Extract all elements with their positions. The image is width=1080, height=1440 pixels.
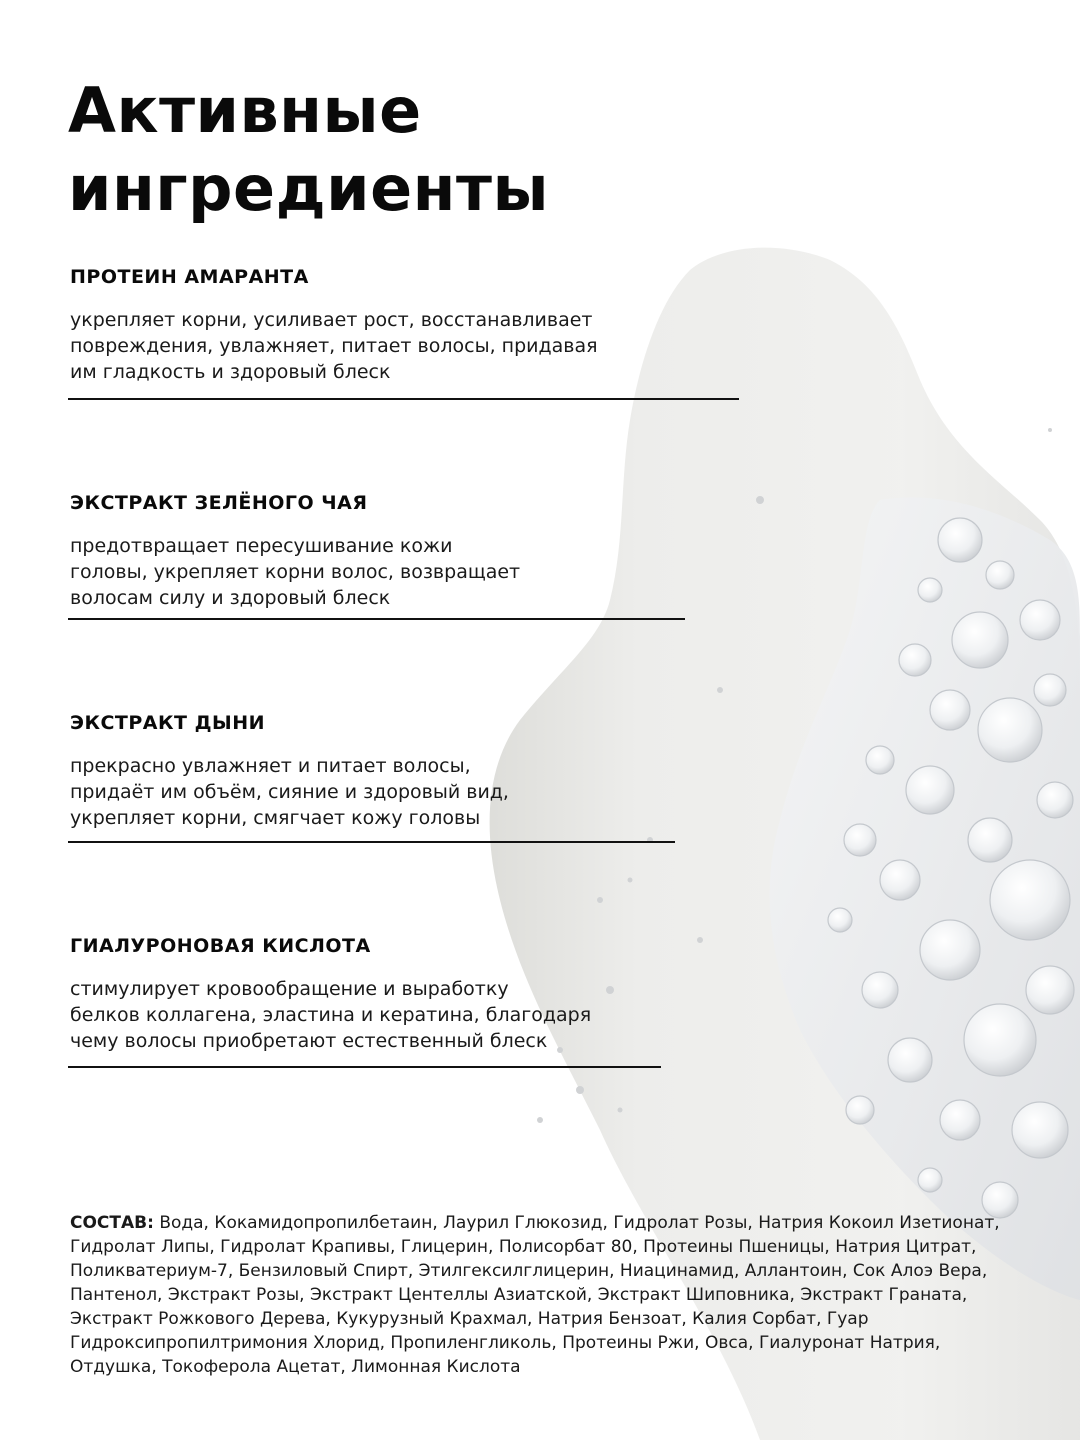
- page-title-line1: Активные: [68, 74, 422, 147]
- ingredient-amaranth: [70, 265, 598, 385]
- ingredient-hyaluronic-acid: [70, 934, 591, 1054]
- composition-list: Вода, Кокамидопропилбетаин, Лаурил Глюкозид, Гидролат Розы, Натрия Кокоил Изетионат, Гидролат Липы, Гидролат Крапивы, Глицерин, Полисорбат 80, Протеины Пшеницы, Натрия Цитрат, Поликватериум-7, Бензиловый Спирт, Этилгексилглицерин, Ниацинамид, Аллантоин, Сок Алоэ Вера, Пантенол, Экстракт Розы, Экстракт Центеллы Азиатской, Экстракт Шиповника, Экстракт Граната, Экстракт Рожкового Дерева, Кукурузный Крахмал, Натрия Бензоат, Калия Сорбат, Гуар Гидроксипропилтримония Хлорид, Пропиленгликоль, Протеины Ржи, Овса, Гиалуронат Натрия, Отдушка, Токоферола Ацетат, Лимонная Кислота: [70, 1213, 1000, 1377]
- divider: [68, 618, 685, 620]
- composition-text: [70, 1211, 1030, 1379]
- ingredient-description: стимулирует кровообращение и выработку белков коллагена, эластина и кератина, благодаря чему волосы приобретают естественный блеск: [70, 978, 592, 1052]
- ingredient-title: ЭКСТРАКТ ДЫНИ: [70, 712, 266, 734]
- ingredient-description: прекрасно увлажняет и питает волосы, придаёт им объём, сияние и здоровый вид, укрепляет корни, смягчает кожу головы: [70, 755, 509, 829]
- ingredient-description: предотвращает пересушивание кожи головы, укрепляет корни волос, возвращает волосам силу и здоровый блеск: [70, 535, 521, 609]
- ingredient-green-tea: [70, 491, 520, 611]
- ingredient-title: ПРОТЕИН АМАРАНТА: [70, 266, 309, 288]
- divider: [68, 841, 675, 843]
- ingredient-title: ЭКСТРАКТ ЗЕЛЁНОГО ЧАЯ: [70, 492, 368, 514]
- divider: [68, 1066, 661, 1068]
- ingredient-melon: [70, 711, 509, 831]
- ingredient-description: укрепляет корни, усиливает рост, восстанавливает повреждения, увлажняет, питает волосы, придавая им гладкость и здоровый блеск: [70, 309, 598, 383]
- ingredient-title: ГИАЛУРОНОВАЯ КИСЛОТА: [70, 935, 371, 957]
- page-title: [68, 72, 549, 228]
- composition-label: СОСТАВ:: [70, 1213, 154, 1233]
- page-title-line2: ингредиенты: [68, 152, 550, 225]
- divider: [68, 398, 739, 400]
